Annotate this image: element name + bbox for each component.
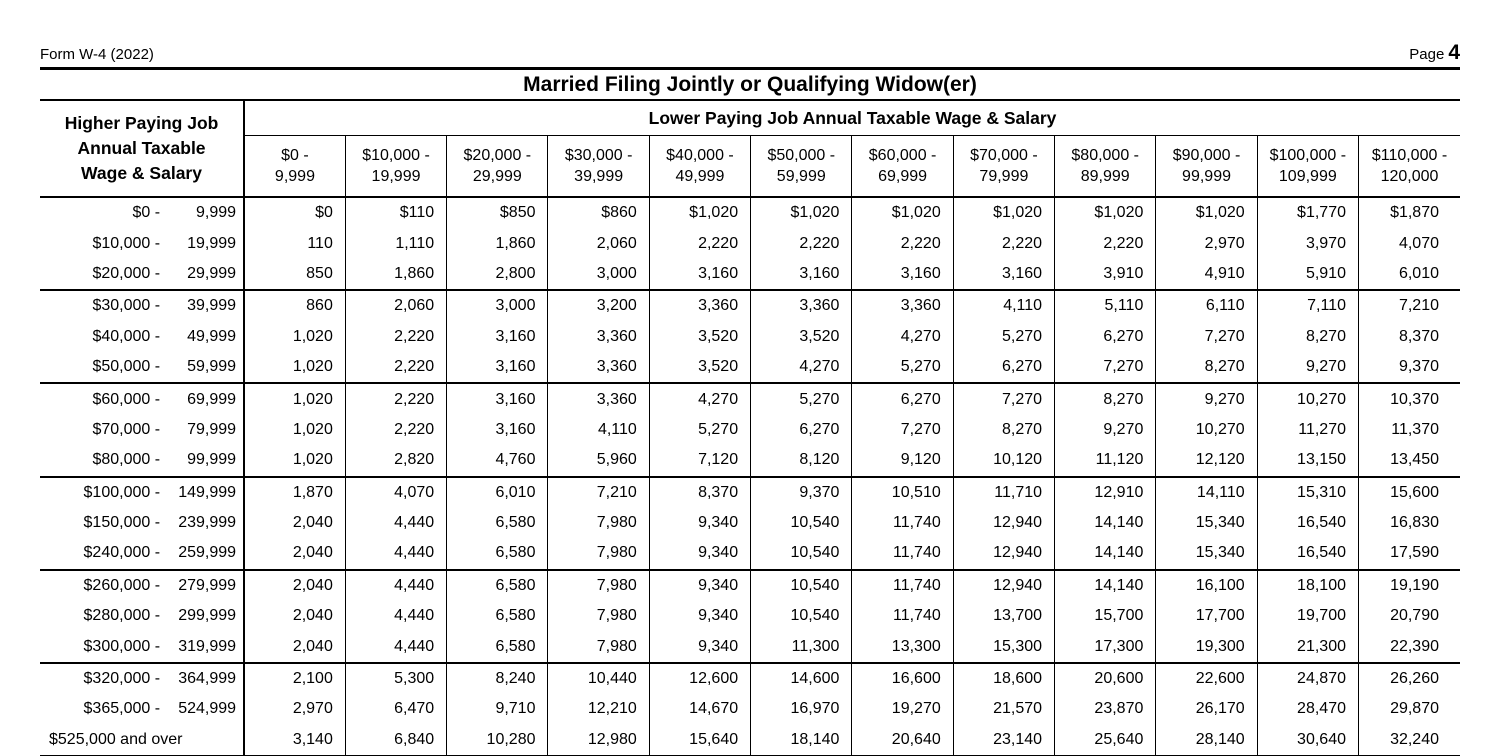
amount-cell: 23,870 xyxy=(1055,694,1156,724)
amount-cell: 2,220 xyxy=(345,383,446,414)
amount-cell: 2,220 xyxy=(751,228,852,258)
amount-cell: 14,140 xyxy=(1055,508,1156,538)
amount-cell: 10,540 xyxy=(751,601,852,631)
table-row xyxy=(40,415,1460,445)
amount-cell: 11,270 xyxy=(1257,415,1358,445)
amount-cell: 13,300 xyxy=(852,631,953,662)
amount-cell: 13,450 xyxy=(1358,445,1460,476)
amount-cell: 7,980 xyxy=(548,631,649,662)
table-row xyxy=(40,725,1460,756)
amount-cell: 16,100 xyxy=(1156,570,1257,601)
amount-cell: 10,440 xyxy=(548,663,649,694)
amount-cell: $1,870 xyxy=(1390,204,1439,222)
amount-cell: 2,040 xyxy=(244,601,345,631)
amount-cell: $1,770 xyxy=(1257,197,1358,228)
amount-cell: 11,740 xyxy=(852,538,953,569)
amount-cell: 6,270 xyxy=(852,383,953,414)
amount-cell: 8,270 xyxy=(1257,322,1358,352)
amount-cell: 14,140 xyxy=(1055,570,1156,601)
amount-cell: 9,340 xyxy=(649,508,750,538)
amount-cell: 16,540 xyxy=(1257,538,1358,569)
amount-cell: 6,580 xyxy=(447,538,548,569)
amount-cell: 28,140 xyxy=(1156,725,1257,756)
amount-cell: 3,520 xyxy=(751,322,852,352)
page-header xyxy=(40,0,1460,64)
table-row xyxy=(40,694,1460,724)
amount-cell: 6,580 xyxy=(447,601,548,631)
table-row xyxy=(40,383,1460,414)
amount-cell: 4,070 xyxy=(1398,234,1439,252)
amount-cell: 3,360 xyxy=(548,322,649,352)
amount-cell: 26,170 xyxy=(1156,694,1257,724)
amount-cell: 12,940 xyxy=(953,508,1054,538)
amount-cell: 2,970 xyxy=(1156,228,1257,258)
amount-cell: 2,220 xyxy=(345,322,446,352)
amount-cell: 5,110 xyxy=(1055,290,1156,321)
column-axis-label: Lower Paying Job Annual Taxable Wage & Salary xyxy=(244,101,1460,136)
amount-cell: 9,340 xyxy=(649,631,750,662)
table-row xyxy=(40,445,1460,476)
amount-cell: 18,100 xyxy=(1257,570,1358,601)
amount-cell: 3,000 xyxy=(447,290,548,321)
amount-cell: 9,340 xyxy=(649,570,750,601)
amount-cell: 20,640 xyxy=(852,725,953,756)
row-label: $50,000 - 59,999 xyxy=(40,352,244,383)
column-header-row xyxy=(40,136,1460,198)
amount-cell: 11,740 xyxy=(852,508,953,538)
amount-cell: 2,040 xyxy=(244,570,345,601)
table-row xyxy=(40,477,1460,508)
amount-cell: 4,760 xyxy=(447,445,548,476)
amount-cell: 7,980 xyxy=(548,538,649,569)
amount-cell: 4,910 xyxy=(1156,259,1257,290)
amount-cell: 5,270 xyxy=(649,415,750,445)
column-header: $40,000 - 49,999 xyxy=(649,136,750,198)
column-header: $110,000 - 120,000 xyxy=(1358,136,1460,198)
amount-cell: 12,940 xyxy=(953,538,1054,569)
amount-cell: 3,360 xyxy=(751,290,852,321)
amount-cell: 16,600 xyxy=(852,663,953,694)
amount-cell: 4,440 xyxy=(345,570,446,601)
amount-cell: 2,800 xyxy=(447,259,548,290)
amount-cell: 5,270 xyxy=(852,352,953,383)
amount-cell: $1,020 xyxy=(649,197,750,228)
amount-cell: $0 xyxy=(244,197,345,228)
amount-cell: 860 xyxy=(244,290,345,321)
amount-cell: 19,270 xyxy=(852,694,953,724)
amount-cell: 3,520 xyxy=(649,352,750,383)
amount-cell: 9,370 xyxy=(1358,352,1460,383)
column-header: $90,000 - 99,999 xyxy=(1156,136,1257,198)
amount-cell: 19,300 xyxy=(1156,631,1257,662)
amount-cell: 25,640 xyxy=(1055,725,1156,756)
amount-cell: 9,270 xyxy=(1257,352,1358,383)
amount-cell: 7,210 xyxy=(1398,297,1439,315)
amount-cell: 2,040 xyxy=(244,508,345,538)
table-row xyxy=(40,538,1460,569)
amount-cell: 6,580 xyxy=(447,631,548,662)
column-header: $60,000 - 69,999 xyxy=(852,136,953,198)
amount-cell: 7,110 xyxy=(1257,290,1358,321)
amount-cell: 2,220 xyxy=(852,228,953,258)
amount-cell: 1,020 xyxy=(244,352,345,383)
amount-cell: $850 xyxy=(447,197,548,228)
column-header: $80,000 - 89,999 xyxy=(1055,136,1156,198)
amount-cell: 10,370 xyxy=(1390,390,1439,408)
amount-cell: 17,590 xyxy=(1358,538,1460,569)
amount-cell: 2,220 xyxy=(345,415,446,445)
column-header: $10,000 - 19,999 xyxy=(345,136,446,198)
amount-cell: 22,600 xyxy=(1156,663,1257,694)
amount-cell: 8,240 xyxy=(447,663,548,694)
row-axis-label-line1: Higher Paying Job xyxy=(64,113,219,133)
amount-cell: 4,070 xyxy=(345,477,446,508)
amount-cell: 9,370 xyxy=(751,477,852,508)
amount-cell: 9,270 xyxy=(1156,383,1257,414)
amount-cell: 3,140 xyxy=(244,725,345,756)
row-label: $320,000 - 364,999 xyxy=(40,663,244,694)
amount-cell: 11,710 xyxy=(953,477,1054,508)
amount-cell: 2,220 xyxy=(345,352,446,383)
amount-cell: $1,020 xyxy=(953,197,1054,228)
row-label: $100,000 - 149,999 xyxy=(40,477,244,508)
amount-cell: 1,020 xyxy=(244,415,345,445)
amount-cell: 9,710 xyxy=(447,694,548,724)
amount-cell: 110 xyxy=(244,228,345,258)
table-row xyxy=(40,601,1460,631)
row-axis-label-line2: Annual Taxable xyxy=(77,138,206,158)
amount-cell: 29,870 xyxy=(1390,700,1439,718)
table-row xyxy=(40,663,1460,694)
amount-cell: 15,310 xyxy=(1257,477,1358,508)
amount-cell: 1,020 xyxy=(244,322,345,352)
amount-cell: 9,120 xyxy=(852,445,953,476)
amount-cell: 10,540 xyxy=(751,508,852,538)
amount-cell: 3,360 xyxy=(548,352,649,383)
amount-cell: 9,340 xyxy=(649,538,750,569)
amount-cell: 1,020 xyxy=(244,445,345,476)
amount-cell: 2,970 xyxy=(244,694,345,724)
amount-cell: 17,700 xyxy=(1156,601,1257,631)
amount-cell: 3,160 xyxy=(649,259,750,290)
row-axis-label-line3: Wage & Salary xyxy=(81,163,202,183)
row-label: $300,000 - 319,999 xyxy=(40,631,244,662)
row-label: $240,000 - 259,999 xyxy=(40,538,244,569)
row-label: $60,000 - 69,999 xyxy=(40,383,244,414)
amount-cell: 9,340 xyxy=(649,601,750,631)
amount-cell: 2,040 xyxy=(244,538,345,569)
amount-cell: 1,110 xyxy=(345,228,446,258)
amount-cell: 24,870 xyxy=(1257,663,1358,694)
amount-cell: 10,510 xyxy=(852,477,953,508)
row-label: $150,000 - 239,999 xyxy=(40,508,244,538)
amount-cell: 11,370 xyxy=(1391,420,1439,438)
amount-cell: 6,270 xyxy=(751,415,852,445)
amount-cell: 2,060 xyxy=(548,228,649,258)
amount-cell: 7,270 xyxy=(953,383,1054,414)
amount-cell: 8,270 xyxy=(1055,383,1156,414)
amount-cell: 5,270 xyxy=(953,322,1054,352)
table-row xyxy=(40,290,1460,321)
amount-cell: 7,120 xyxy=(649,445,750,476)
table-row xyxy=(40,228,1460,258)
amount-cell: 5,910 xyxy=(1257,259,1358,290)
row-label: $10,000 - 19,999 xyxy=(40,228,244,258)
amount-cell: 14,670 xyxy=(649,694,750,724)
amount-cell: 21,570 xyxy=(953,694,1054,724)
amount-cell: 14,600 xyxy=(751,663,852,694)
amount-cell: 13,150 xyxy=(1257,445,1358,476)
amount-cell: 28,470 xyxy=(1257,694,1358,724)
amount-cell: 3,520 xyxy=(649,322,750,352)
amount-cell: 7,270 xyxy=(1055,352,1156,383)
amount-cell: 23,140 xyxy=(953,725,1054,756)
amount-cell: 3,160 xyxy=(447,352,548,383)
amount-cell: 15,600 xyxy=(1390,483,1439,501)
table-title: Married Filing Jointly or Qualifying Widow(er) xyxy=(523,73,977,96)
amount-cell: 3,360 xyxy=(852,290,953,321)
row-label: $280,000 - 299,999 xyxy=(40,601,244,631)
row-label: $20,000 - 29,999 xyxy=(40,259,244,290)
amount-cell: 20,790 xyxy=(1390,607,1439,625)
column-header: $20,000 - 29,999 xyxy=(447,136,548,198)
amount-cell: 32,240 xyxy=(1358,725,1460,756)
amount-cell: 12,940 xyxy=(953,570,1054,601)
amount-cell: 7,980 xyxy=(548,570,649,601)
amount-cell: 9,270 xyxy=(1055,415,1156,445)
row-label: $525,000 and over xyxy=(40,725,244,756)
amount-cell: 10,270 xyxy=(1156,415,1257,445)
amount-cell: 12,980 xyxy=(548,725,649,756)
amount-cell: 11,740 xyxy=(852,570,953,601)
amount-cell: $1,020 xyxy=(1156,197,1257,228)
amount-cell: 16,970 xyxy=(751,694,852,724)
amount-cell: 12,910 xyxy=(1055,477,1156,508)
amount-cell: 6,840 xyxy=(345,725,446,756)
amount-cell: 3,160 xyxy=(447,322,548,352)
amount-cell: 7,980 xyxy=(548,601,649,631)
amount-cell: 15,300 xyxy=(953,631,1054,662)
row-label: $70,000 - 79,999 xyxy=(40,415,244,445)
amount-cell: 7,270 xyxy=(852,415,953,445)
axis-label-row xyxy=(40,101,1460,136)
amount-cell: 8,370 xyxy=(1398,327,1439,345)
amount-cell: 10,270 xyxy=(1257,383,1358,414)
amount-cell: 7,270 xyxy=(1156,322,1257,352)
amount-cell: 12,120 xyxy=(1156,445,1257,476)
amount-cell: 10,540 xyxy=(751,570,852,601)
amount-cell: 2,060 xyxy=(345,290,446,321)
row-label: $260,000 - 279,999 xyxy=(40,570,244,601)
amount-cell: 2,820 xyxy=(345,445,446,476)
amount-cell: 21,300 xyxy=(1257,631,1358,662)
row-label: $40,000 - 49,999 xyxy=(40,322,244,352)
column-header: $50,000 - 59,999 xyxy=(751,136,852,198)
row-label: $30,000 - 39,999 xyxy=(40,290,244,321)
amount-cell: 22,390 xyxy=(1358,631,1460,662)
amount-cell: 3,360 xyxy=(548,383,649,414)
amount-cell: 30,640 xyxy=(1257,725,1358,756)
amount-cell: 6,580 xyxy=(447,508,548,538)
amount-cell: 17,300 xyxy=(1055,631,1156,662)
amount-cell: 10,120 xyxy=(953,445,1054,476)
amount-cell: 19,700 xyxy=(1257,601,1358,631)
table-row xyxy=(40,508,1460,538)
amount-cell: 12,600 xyxy=(649,663,750,694)
amount-cell: $1,020 xyxy=(852,197,953,228)
amount-cell: 3,910 xyxy=(1055,259,1156,290)
amount-cell: 12,210 xyxy=(548,694,649,724)
amount-cell: 4,110 xyxy=(548,415,649,445)
amount-cell: 8,120 xyxy=(751,445,852,476)
amount-cell: 6,010 xyxy=(1358,259,1460,290)
amount-cell: 6,270 xyxy=(953,352,1054,383)
amount-cell: 10,280 xyxy=(447,725,548,756)
amount-cell: 3,970 xyxy=(1257,228,1358,258)
amount-cell: 14,110 xyxy=(1156,477,1257,508)
table-row xyxy=(40,197,1460,228)
row-label: $0 - 9,999 xyxy=(40,197,244,228)
amount-cell: 5,270 xyxy=(751,383,852,414)
amount-cell: 8,370 xyxy=(649,477,750,508)
table-row xyxy=(40,259,1460,290)
amount-cell: 4,440 xyxy=(345,631,446,662)
amount-cell: 3,360 xyxy=(649,290,750,321)
amount-cell: $860 xyxy=(548,197,649,228)
column-header: $0 - 9,999 xyxy=(244,136,345,198)
page-label: Page xyxy=(1409,46,1445,63)
table-row xyxy=(40,352,1460,383)
amount-cell: 16,540 xyxy=(1257,508,1358,538)
amount-cell: 3,160 xyxy=(953,259,1054,290)
amount-cell: 19,190 xyxy=(1390,576,1439,594)
amount-cell: 4,270 xyxy=(751,352,852,383)
column-header: $70,000 - 79,999 xyxy=(953,136,1054,198)
amount-cell: 5,300 xyxy=(345,663,446,694)
amount-cell: 11,300 xyxy=(751,631,852,662)
amount-cell: 1,860 xyxy=(345,259,446,290)
amount-cell: 1,020 xyxy=(244,383,345,414)
column-header: $100,000 - 109,999 xyxy=(1257,136,1358,198)
amount-cell: 4,440 xyxy=(345,508,446,538)
page-indicator xyxy=(1409,41,1460,64)
amount-cell: 15,640 xyxy=(649,725,750,756)
amount-cell: 4,440 xyxy=(345,601,446,631)
amount-cell: 1,860 xyxy=(447,228,548,258)
amount-cell: 6,270 xyxy=(1055,322,1156,352)
amount-cell: 6,110 xyxy=(1156,290,1257,321)
amount-cell: 4,110 xyxy=(953,290,1054,321)
column-header: $30,000 - 39,999 xyxy=(548,136,649,198)
amount-cell: 14,140 xyxy=(1055,538,1156,569)
amount-cell: $1,020 xyxy=(1055,197,1156,228)
amount-cell: 4,440 xyxy=(345,538,446,569)
amount-cell: $110 xyxy=(345,197,446,228)
amount-cell: 15,340 xyxy=(1156,508,1257,538)
table-row xyxy=(40,631,1460,662)
amount-cell: 2,220 xyxy=(649,228,750,258)
amount-cell: 10,540 xyxy=(751,538,852,569)
table-row xyxy=(40,322,1460,352)
page-number: 4 xyxy=(1448,41,1460,64)
amount-cell: 8,270 xyxy=(953,415,1054,445)
table-row xyxy=(40,570,1460,601)
amount-cell: 18,140 xyxy=(751,725,852,756)
amount-cell: 3,000 xyxy=(548,259,649,290)
row-label: $365,000 - 524,999 xyxy=(40,694,244,724)
amount-cell: 3,160 xyxy=(751,259,852,290)
amount-cell: 7,980 xyxy=(548,508,649,538)
amount-cell: 7,210 xyxy=(548,477,649,508)
amount-cell: 15,700 xyxy=(1055,601,1156,631)
amount-cell: 2,220 xyxy=(1055,228,1156,258)
amount-cell: 20,600 xyxy=(1055,663,1156,694)
amount-cell: 6,470 xyxy=(345,694,446,724)
amount-cell: 11,120 xyxy=(1055,445,1156,476)
wage-table xyxy=(40,101,1460,756)
amount-cell: 3,200 xyxy=(548,290,649,321)
row-label: $80,000 - 99,999 xyxy=(40,445,244,476)
amount-cell: 2,040 xyxy=(244,631,345,662)
amount-cell: 3,160 xyxy=(447,383,548,414)
amount-cell: 8,270 xyxy=(1156,352,1257,383)
amount-cell: 26,260 xyxy=(1390,670,1439,688)
amount-cell: 4,270 xyxy=(852,322,953,352)
form-id-text: Form W-4 (2022) xyxy=(40,46,154,63)
amount-cell: 2,100 xyxy=(244,663,345,694)
amount-cell: 2,220 xyxy=(953,228,1054,258)
amount-cell: 850 xyxy=(244,259,345,290)
amount-cell: 3,160 xyxy=(852,259,953,290)
amount-cell: 6,010 xyxy=(447,477,548,508)
amount-cell: 18,600 xyxy=(953,663,1054,694)
amount-cell: 11,740 xyxy=(852,601,953,631)
amount-cell: 6,580 xyxy=(447,570,548,601)
amount-cell: 3,160 xyxy=(447,415,548,445)
amount-cell: 15,340 xyxy=(1156,538,1257,569)
amount-cell: 16,830 xyxy=(1390,514,1439,532)
amount-cell: 13,700 xyxy=(953,601,1054,631)
row-axis-label xyxy=(40,101,244,197)
amount-cell: 5,960 xyxy=(548,445,649,476)
amount-cell: 4,270 xyxy=(649,383,750,414)
amount-cell: 1,870 xyxy=(244,477,345,508)
amount-cell: $1,020 xyxy=(751,197,852,228)
